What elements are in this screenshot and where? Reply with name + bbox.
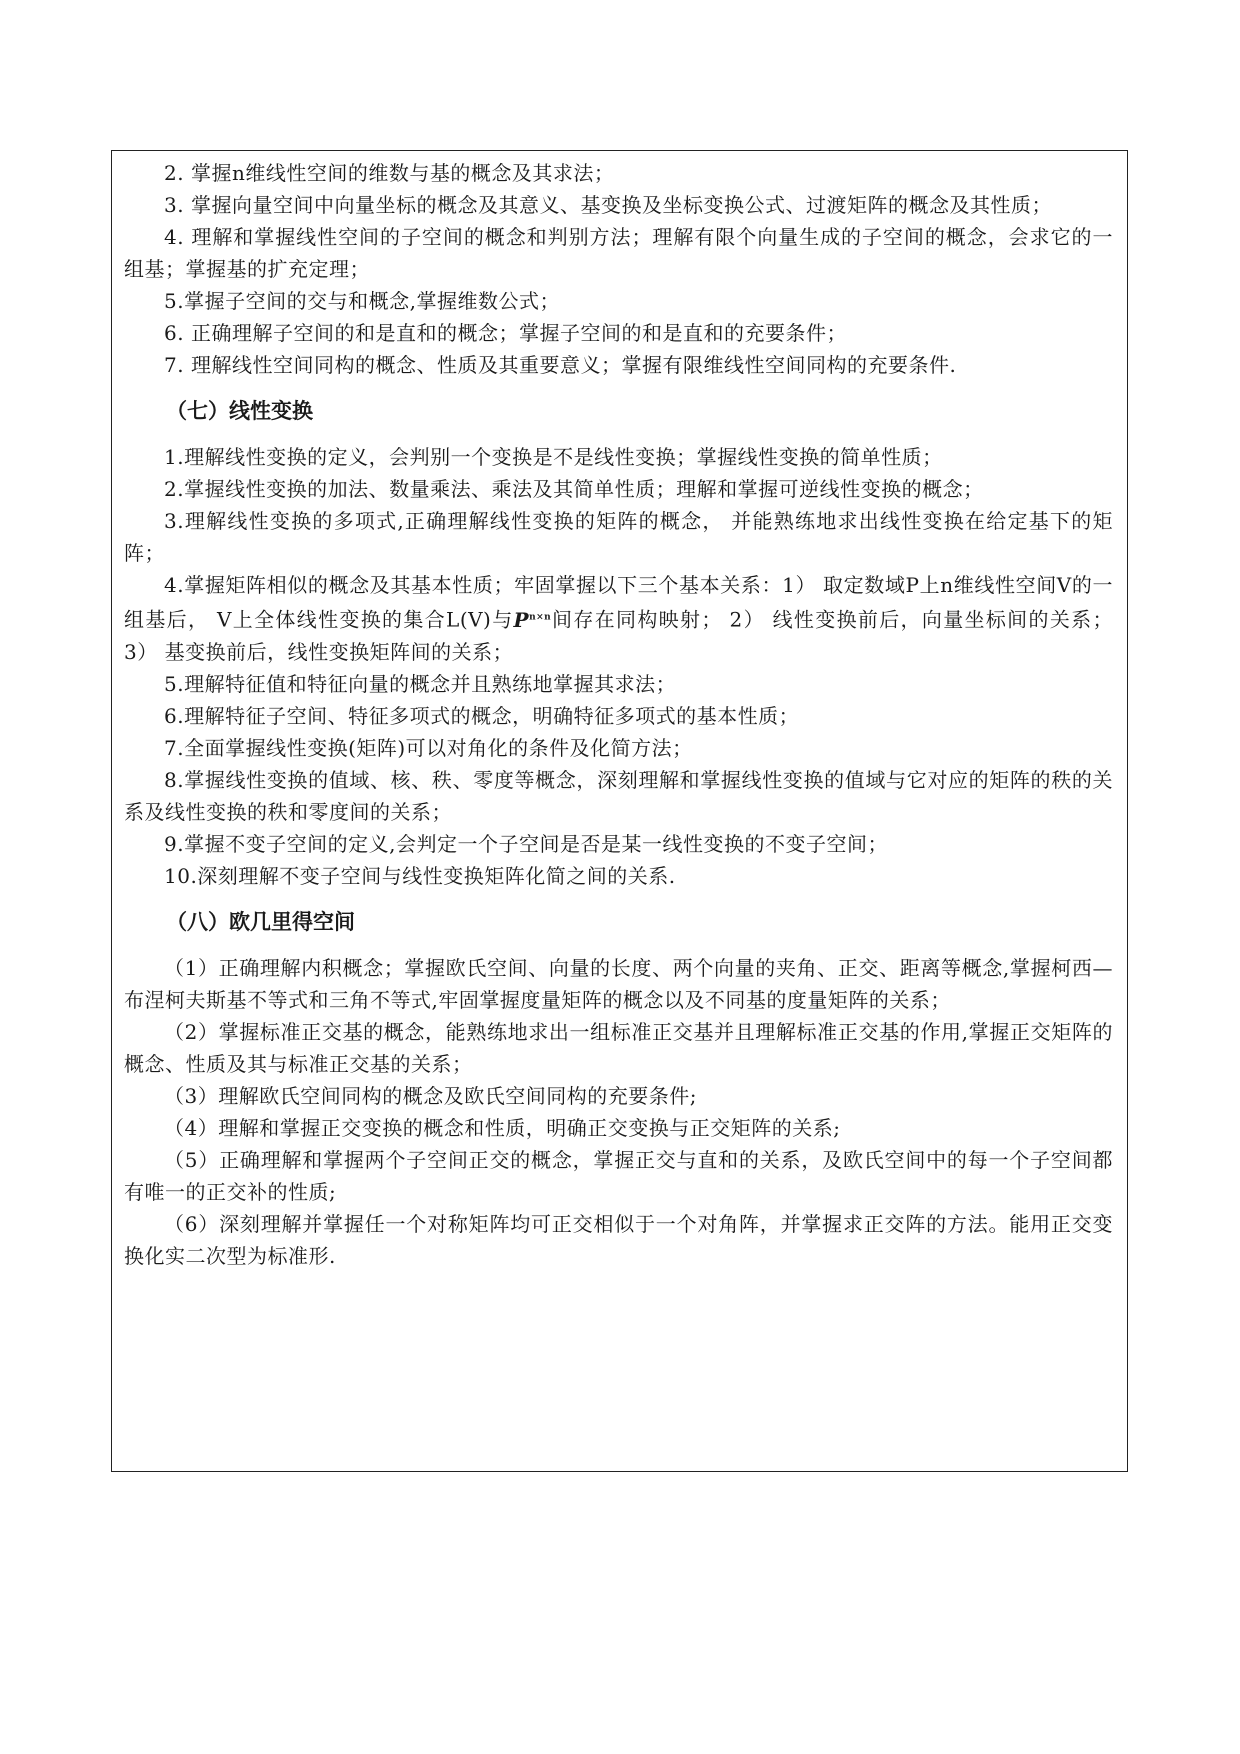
item4-text-before: 4.掌握矩阵相似的概念及其基本性质；牢固掌握以下三个基本关系：1） 取定数域P上n维线性空间V的一组基后， V上全体线性变换的集合L(V)与 xyxy=(124,573,1113,632)
list-item: （2）掌握标准正交基的概念，能熟练地求出一组标准正交基并且理解标准正交基的作用,掌握正交矩阵的概念、性质及其与标准正交基的关系； xyxy=(124,1019,1113,1076)
list-item: 10.深刻理解不变子空间与线性变换矩阵化简之间的关系. xyxy=(164,863,676,888)
list-item: 2.掌握线性变换的加法、数量乘法、乘法及其简单性质；理解和掌握可逆线性变换的概念； xyxy=(164,477,984,501)
content-table-cell xyxy=(111,150,1128,1472)
list-item: 1.理解线性变换的定义，会判别一个变换是不是线性变换；掌握线性变换的简单性质； xyxy=(164,445,943,469)
list-item: （1）正确理解内积概念；掌握欧氏空间、向量的长度、两个向量的夹角、正交、距离等概念,掌握柯西—布涅柯夫斯基不等式和三角不等式,牢固掌握度量矩阵的概念以及不同基的度量矩阵的关系； xyxy=(124,955,1113,1012)
list-item: 5.掌握子空间的交与和概念,掌握维数公式； xyxy=(164,289,560,313)
list-item: 8.掌握线性变换的值域、核、秩、零度等概念，深刻理解和掌握线性变换的值域与它对应的矩阵的秩的关系及线性变换的秩和零度间的关系； xyxy=(124,767,1113,824)
list-item: 4. 理解和掌握线性空间的子空间的概念和判别方法；理解有限个向量生成的子空间的概念，会求它的一组基；掌握基的扩充定理； xyxy=(124,225,1113,281)
list-item: 2. 掌握n维线性空间的维数与基的概念及其求法； xyxy=(164,161,615,185)
list-item: （5）正确理解和掌握两个子空间正交的概念，掌握正交与直和的关系，及欧氏空间中的每一个子空间都有唯一的正交补的性质; xyxy=(124,1147,1113,1204)
list-item: 7.全面掌握线性变换(矩阵)可以对角化的条件及化简方法； xyxy=(164,735,693,760)
list-item: （6）深刻理解并掌握任一个对称矩阵均可正交相似于一个对角阵，并掌握求正交阵的方法。能用正交变换化实二次型为标准形. xyxy=(124,1211,1113,1268)
list-item: 6.理解特征子空间、特征多项式的概念，明确特征多项式的基本性质； xyxy=(164,703,800,728)
list-item-4 xyxy=(124,569,1113,668)
list-item: 7. 理解线性空间同构的概念、性质及其重要意义；掌握有限维线性空间同构的充要条件. xyxy=(164,353,957,377)
section-heading-euclidean-space: （八）欧几里得空间 xyxy=(166,909,355,934)
list-item: （3）理解欧氏空间同构的概念及欧氏空间同构的充要条件; xyxy=(164,1083,697,1108)
list-item: 6. 正确理解子空间的和是直和的概念；掌握子空间的和是直和的充要条件； xyxy=(164,321,847,345)
matrix-space-superscript: n×n xyxy=(529,612,552,622)
section-heading-linear-transformation: （七）线性变换 xyxy=(166,399,313,423)
item4-text-after: 间存在同构映射； 2） 线性变换前后，向量坐标间的关系； 3） 基变换前后，线性变换矩阵间的关系； xyxy=(124,607,1113,664)
matrix-space-symbol xyxy=(514,608,552,632)
list-item: 3.理解线性变换的多项式,正确理解线性变换的矩阵的概念， 并能熟练地求出线性变换在给定基下的矩阵； xyxy=(124,509,1113,565)
list-item: （4）理解和掌握正交变换的概念和性质，明确正交变换与正交矩阵的关系; xyxy=(164,1115,841,1140)
matrix-space-letter: P xyxy=(513,607,530,632)
list-item: 3. 掌握向量空间中向量坐标的概念及其意义、基变换及坐标变换公式、过渡矩阵的概念及其性质； xyxy=(164,193,1052,217)
syllabus-content xyxy=(124,157,1113,1272)
list-item: 9.掌握不变子空间的定义,会判定一个子空间是否是某一线性变换的不变子空间； xyxy=(164,831,888,856)
list-item: 5.理解特征值和特征向量的概念并且熟练地掌握其求法； xyxy=(164,671,677,696)
